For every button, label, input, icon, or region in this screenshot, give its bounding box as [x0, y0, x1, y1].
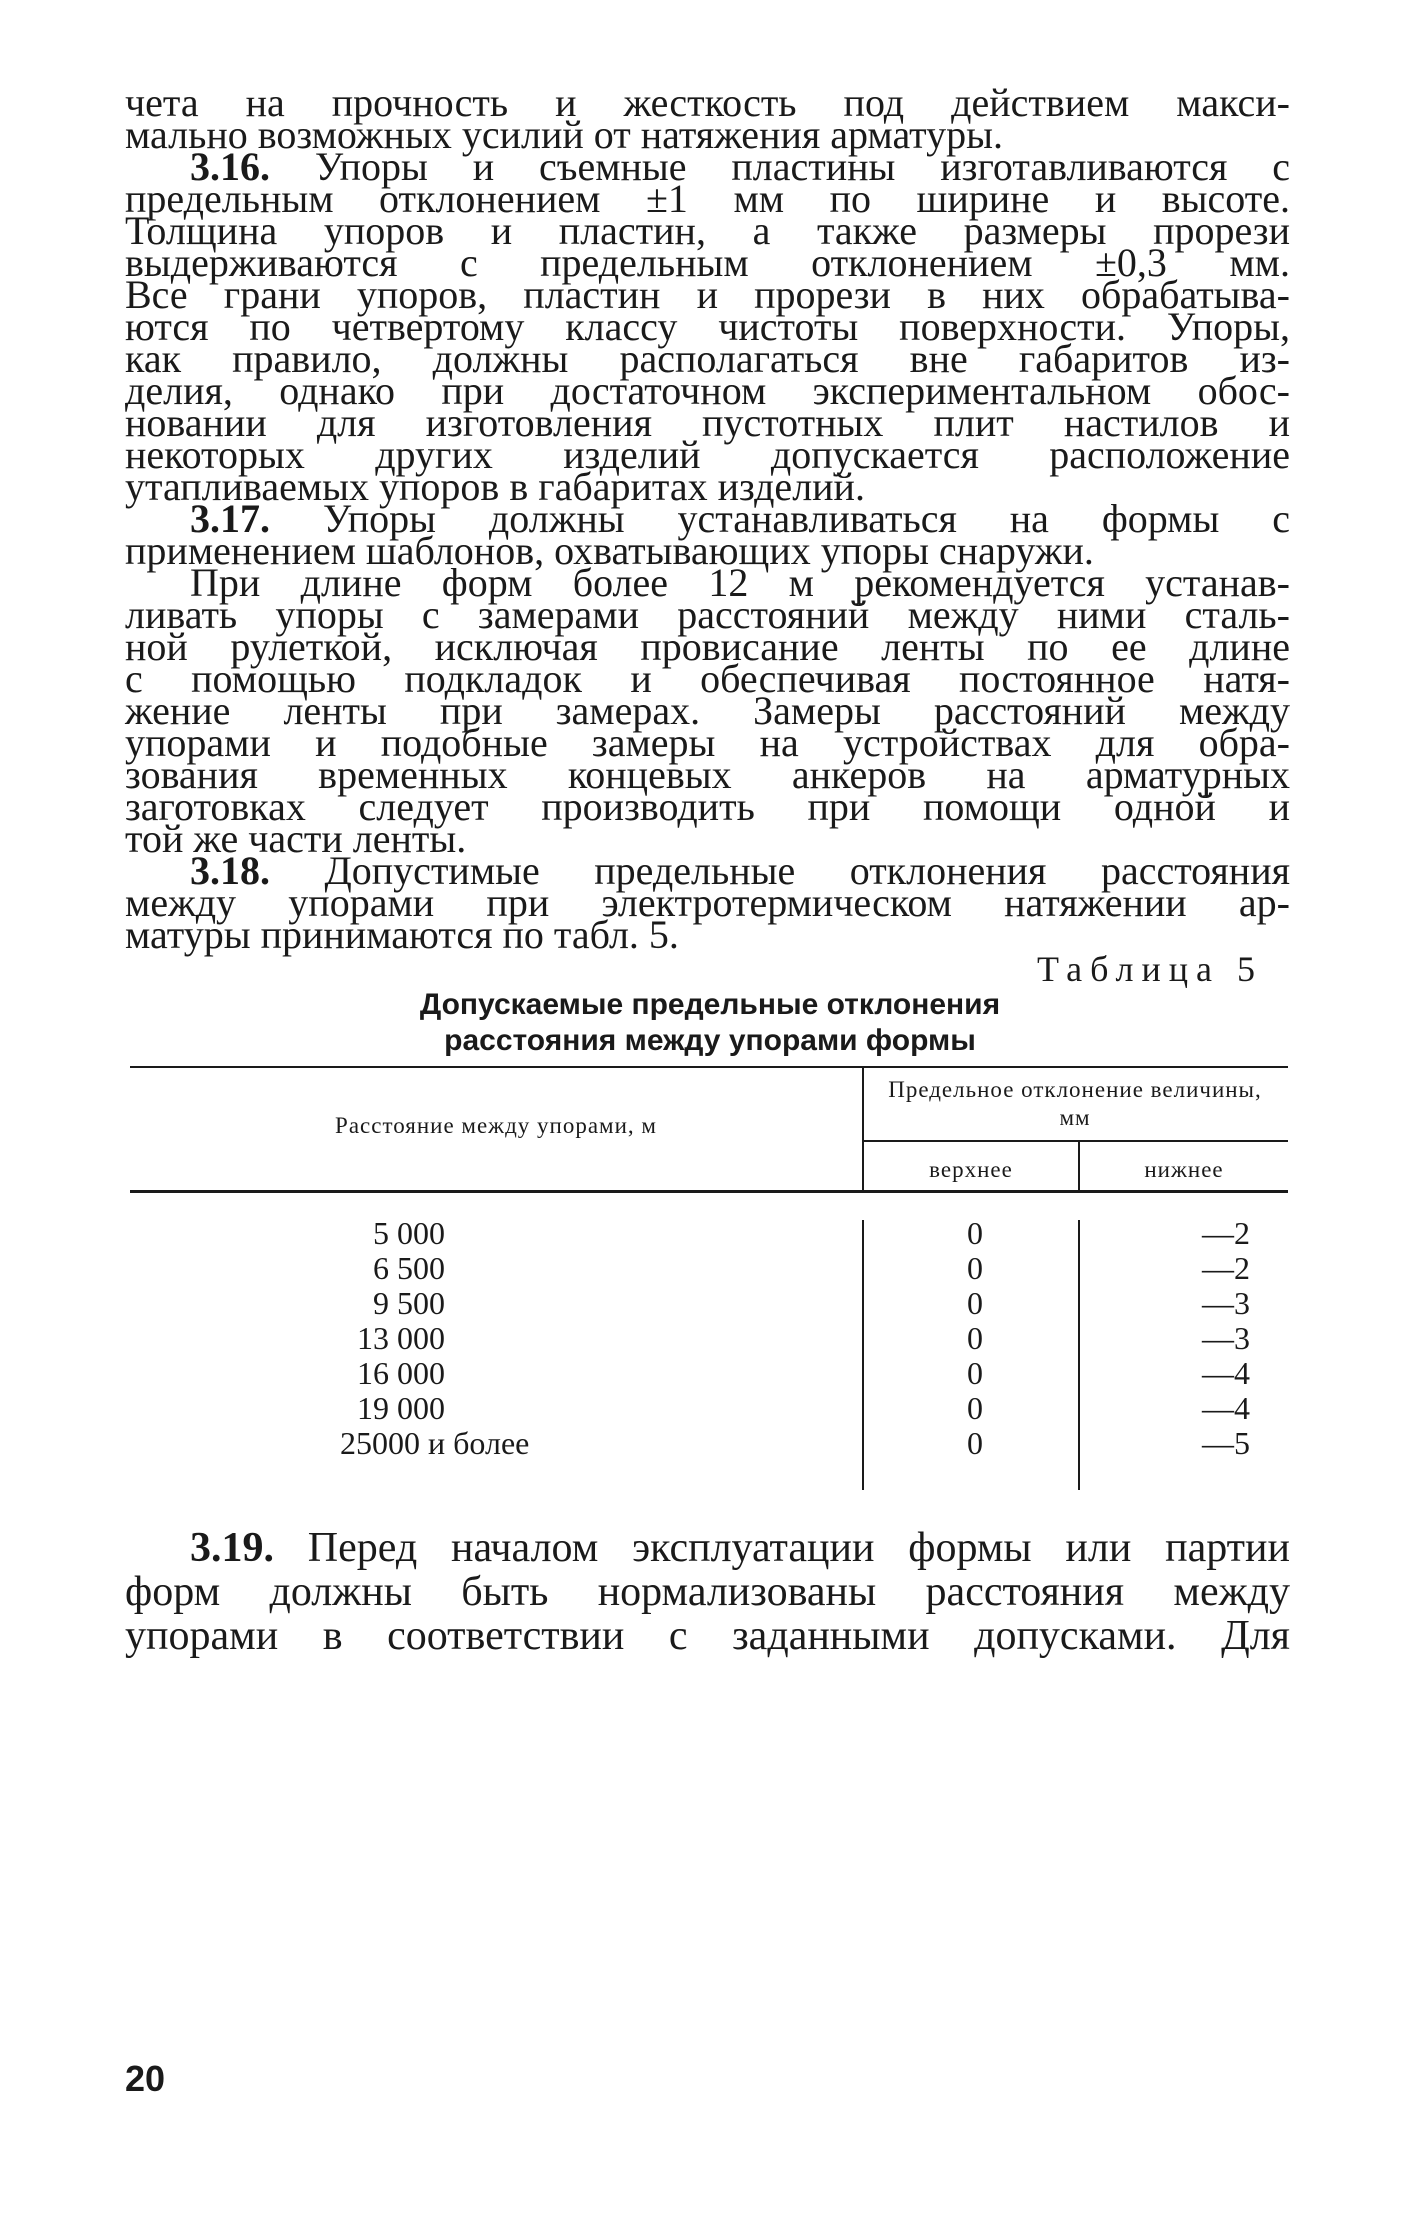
table-title-line: Допускаемые предельные отклонения [419, 988, 1001, 1021]
table-header-lower: нижнее [1144, 1157, 1224, 1182]
cell-lower: —4 [1202, 1390, 1250, 1426]
paragraph-line: применением шаблонов, охватывающих упоры снаружи. [125, 528, 1094, 573]
paragraph-line: той же части ленты. [125, 816, 467, 861]
cell-distance: 19 000 [357, 1390, 445, 1426]
paragraph-line: ной рулеткой, исключая провисание ленты по ее длине [125, 624, 1290, 669]
cell-distance: 6 500 [373, 1250, 445, 1286]
cell-lower: —5 [1202, 1425, 1250, 1461]
section-number: 3.19. [190, 1525, 274, 1571]
cell-upper: 0 [967, 1250, 983, 1286]
table-column-divider [862, 1220, 864, 1420]
paragraph-line: утапливаемых упоров в габаритах изделий. [125, 464, 865, 509]
paragraph-line: как правило, должны располагаться вне габаритов из- [125, 336, 1290, 381]
paragraph-line: заготовках следует производить при помощи одной и [125, 784, 1290, 829]
cell-lower: —2 [1202, 1250, 1250, 1286]
paragraph-3-16-first-line: 3.16. Упоры и съемные пластины изготавливаются с [190, 144, 1290, 189]
cell-upper: 0 [967, 1285, 983, 1321]
paragraph-3-19-first-line: 3.19. Перед началом эксплуатации формы или партии [190, 1525, 1290, 1571]
paragraph-line: жение ленты при замерах. Замеры расстояний между [125, 688, 1290, 733]
cell-lower: —2 [1202, 1215, 1250, 1251]
paragraph-line: мально возможных усилий от натяжения арматуры. [125, 112, 1004, 157]
paragraph-line: упорами в соответствии с заданными допусками. Для [125, 1613, 1290, 1659]
paragraph-line: зования временных концевых анкеров на арматурных [125, 752, 1290, 797]
section-number: 3.17. [190, 496, 270, 541]
cell-lower: —3 [1202, 1320, 1250, 1356]
section-number: 3.18. [190, 848, 270, 893]
table-column-divider [862, 1420, 864, 1490]
table-header-deviation: Предельное отклонение величины, мм [888, 1077, 1262, 1130]
paragraph-line: делия, однако при достаточном экспериментальном обос- [125, 368, 1290, 413]
paragraph-line: При длине форм более 12 м рекомендуется устанав- [190, 560, 1290, 605]
paragraph-line: предельным отклонением ±1 мм по ширине и высоте. [125, 176, 1290, 221]
paragraph-line: ются по четвертому классу чистоты поверхности. Упоры, [125, 304, 1290, 349]
paragraph-3-18-first-line: 3.18. Допустимые предельные отклонения расстояния [190, 848, 1290, 893]
cell-upper: 0 [967, 1390, 983, 1426]
table-header-rule [130, 1190, 1288, 1193]
cell-distance: 13 000 [357, 1320, 445, 1356]
paragraph-line: форм должны быть нормализованы расстояния между [125, 1569, 1290, 1615]
paragraph-line: новании для изготовления пустотных плит настилов и [125, 400, 1290, 445]
paragraph-line: с помощью подкладок и обеспечивая постоянное натя- [125, 656, 1290, 701]
paragraph-line: Все грани упоров, пластин и прорези в них обрабатыва- [125, 272, 1290, 317]
table-label: Таблица 5 [1037, 949, 1263, 989]
table-subheader-rule [862, 1140, 1288, 1142]
paragraph-line: чета на прочность и жесткость под действием макси- [125, 80, 1290, 125]
paragraph-line: между упорами при электротермическом натяжении ар- [125, 880, 1290, 925]
cell-distance: 9 500 [373, 1285, 445, 1321]
cell-upper: 0 [967, 1425, 983, 1461]
paragraph-line: ливать упоры с замерами расстояний между ними сталь- [125, 592, 1290, 637]
cell-distance: 16 000 [357, 1355, 445, 1391]
table-column-divider [1078, 1420, 1080, 1490]
paragraph-line: матуры принимаются по табл. 5. [125, 912, 679, 957]
cell-lower: —3 [1202, 1285, 1250, 1321]
page-number: 20 [125, 2058, 166, 2099]
table-title-line: расстояния между упорами формы [444, 1024, 976, 1057]
table-column-divider [1078, 1220, 1080, 1420]
cell-upper: 0 [967, 1320, 983, 1356]
paragraph-3-17-first-line: 3.17. Упоры должны устанавливаться на формы с [190, 496, 1290, 541]
table-header-distance: Расстояние между упорами, м [335, 1113, 657, 1138]
cell-upper: 0 [967, 1215, 983, 1251]
table-top-rule [130, 1066, 1288, 1068]
paragraph-line: некоторых других изделий допускается расположение [125, 432, 1290, 477]
cell-distance: 5 000 [373, 1215, 445, 1251]
cell-distance: 25000 и более [340, 1425, 530, 1461]
section-number: 3.16. [190, 144, 270, 189]
paragraph-line: упорами и подобные замеры на устройствах для обра- [125, 720, 1290, 765]
cell-lower: —4 [1202, 1355, 1250, 1391]
paragraph-line: Толщина упоров и пластин, а также размеры прорези [125, 208, 1290, 253]
cell-upper: 0 [967, 1355, 983, 1391]
table-header-upper: верхнее [929, 1157, 1013, 1182]
paragraph-line: выдерживаются с предельным отклонением ±0,3 мм. [125, 240, 1290, 285]
